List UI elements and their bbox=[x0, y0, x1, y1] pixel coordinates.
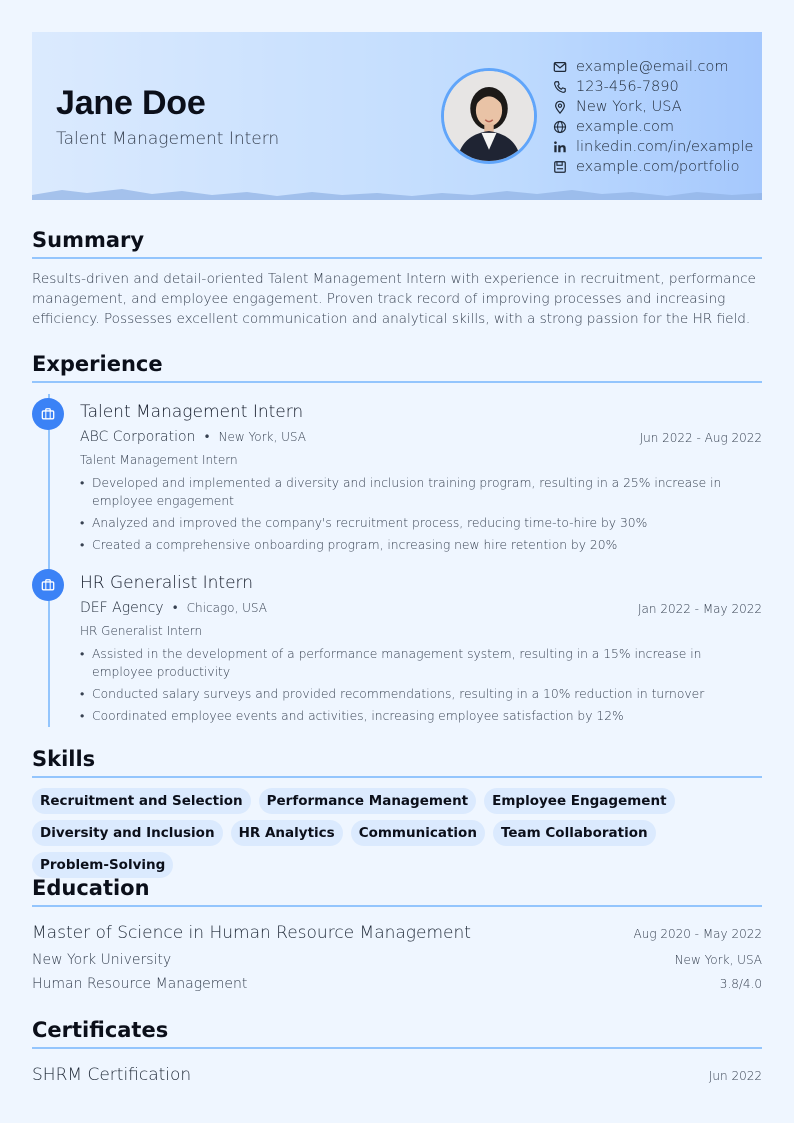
candidate-title: Talent Management Intern bbox=[56, 129, 280, 149]
skills-list bbox=[32, 788, 762, 878]
experience-bullet: • Coordinated employee events and activities, increasing employee satisfaction by 12% bbox=[80, 707, 740, 725]
experience-marker bbox=[32, 569, 64, 601]
experience-company: ABC Corporation bbox=[80, 429, 196, 445]
skill-chip: HR Analytics bbox=[231, 820, 343, 846]
experience-role: Talent Management Intern bbox=[80, 402, 304, 422]
education-location: New York, USA bbox=[674, 953, 762, 967]
meta-separator: • bbox=[171, 601, 179, 615]
education-school: New York University bbox=[32, 952, 172, 968]
certificates-heading: Certificates bbox=[32, 1015, 762, 1049]
summary-section bbox=[32, 225, 762, 329]
contact-email[interactable] bbox=[553, 57, 753, 77]
contact-website[interactable] bbox=[553, 117, 753, 137]
contact-phone-text: 123-456-7890 bbox=[576, 79, 679, 95]
experience-meta bbox=[80, 429, 306, 445]
education-dates: Aug 2020 - May 2022 bbox=[633, 927, 762, 941]
experience-bullet: • Assisted in the development of a performance management system, resulting in a 15% increase in employee productivity bbox=[80, 645, 740, 681]
briefcase-icon bbox=[41, 407, 55, 421]
linkedin-icon bbox=[553, 140, 567, 154]
experience-bullet: • Created a comprehensive onboarding program, increasing new hire retention by 20% bbox=[80, 536, 740, 554]
meta-separator: • bbox=[203, 430, 211, 444]
contact-phone[interactable] bbox=[553, 77, 753, 97]
contact-website-text: example.com bbox=[576, 119, 674, 135]
education-heading: Education bbox=[32, 873, 762, 907]
mail-icon bbox=[553, 60, 567, 74]
experience-subtitle: Talent Management Intern bbox=[80, 453, 238, 467]
profile-photo-image bbox=[444, 71, 534, 161]
contact-linkedin-text: linkedin.com/in/example bbox=[576, 139, 754, 155]
skill-chip: Communication bbox=[351, 820, 485, 846]
briefcase-icon bbox=[41, 578, 55, 592]
contact-linkedin[interactable] bbox=[553, 137, 753, 157]
experience-bullets bbox=[80, 645, 740, 729]
location-pin-icon bbox=[553, 100, 567, 114]
summary-heading: Summary bbox=[32, 225, 762, 259]
education-field: Human Resource Management bbox=[32, 976, 248, 992]
experience-item bbox=[32, 569, 762, 729]
experience-meta bbox=[80, 600, 267, 616]
portfolio-icon bbox=[553, 160, 567, 174]
skill-chip: Problem-Solving bbox=[32, 852, 173, 878]
globe-icon bbox=[553, 120, 567, 134]
contact-list bbox=[553, 57, 753, 177]
experience-bullet: • Developed and implemented a diversity and inclusion training program, resulting in a 25% increase in employee engagement bbox=[80, 474, 740, 510]
skill-chip: Recruitment and Selection bbox=[32, 788, 251, 814]
experience-item bbox=[32, 398, 762, 558]
experience-heading: Experience bbox=[32, 349, 762, 383]
certificate-date: Jun 2022 bbox=[708, 1069, 762, 1083]
experience-role: HR Generalist Intern bbox=[80, 573, 254, 593]
contact-location bbox=[553, 97, 753, 117]
skills-heading: Skills bbox=[32, 744, 762, 778]
header-wave-decoration bbox=[32, 186, 762, 200]
education-degree: Master of Science in Human Resource Management bbox=[32, 923, 471, 943]
experience-subtitle: HR Generalist Intern bbox=[80, 624, 203, 638]
experience-dates: Jan 2022 - May 2022 bbox=[638, 602, 762, 616]
skill-chip: Team Collaboration bbox=[493, 820, 656, 846]
education-field-row bbox=[32, 976, 762, 992]
education-section bbox=[32, 873, 762, 998]
education-school-row bbox=[32, 952, 762, 968]
education-gpa: 3.8/4.0 bbox=[719, 977, 762, 991]
experience-bullet: • Conducted salary surveys and provided recommendations, resulting in a 10% reduction in turnover bbox=[80, 685, 740, 703]
profile-photo bbox=[441, 68, 537, 164]
certificate-row bbox=[32, 1065, 762, 1085]
experience-location: New York, USA bbox=[218, 430, 306, 444]
certificate-name: SHRM Certification bbox=[32, 1065, 192, 1085]
skill-chip: Performance Management bbox=[259, 788, 477, 814]
skills-section bbox=[32, 744, 762, 878]
experience-marker bbox=[32, 398, 64, 430]
experience-location: Chicago, USA bbox=[186, 601, 267, 615]
resume-header bbox=[32, 32, 762, 200]
skill-chip: Employee Engagement bbox=[484, 788, 674, 814]
contact-portfolio-text: example.com/portfolio bbox=[576, 159, 740, 175]
certificates-section bbox=[32, 1015, 762, 1095]
experience-company: DEF Agency bbox=[80, 600, 164, 616]
education-degree-row bbox=[32, 923, 762, 943]
phone-icon bbox=[553, 80, 567, 94]
experience-dates: Jun 2022 - Aug 2022 bbox=[639, 431, 762, 445]
contact-location-text: New York, USA bbox=[576, 99, 682, 115]
experience-bullet: • Analyzed and improved the company's recruitment process, reducing time-to-hire by 30% bbox=[80, 514, 740, 532]
experience-bullets bbox=[80, 474, 740, 558]
contact-email-text: example@email.com bbox=[576, 59, 729, 75]
summary-text: Results-driven and detail-oriented Talent Management Intern with experience in recruitment, performance management, and employee engagement. Proven track record of improving processes and increasing efficiency. Possesses excellent communication and analytical skills, with a strong passion for the HR field. bbox=[32, 271, 756, 327]
skill-chip: Diversity and Inclusion bbox=[32, 820, 223, 846]
candidate-name: Jane Doe bbox=[56, 84, 206, 122]
contact-portfolio[interactable] bbox=[553, 157, 753, 177]
experience-section bbox=[32, 349, 762, 729]
